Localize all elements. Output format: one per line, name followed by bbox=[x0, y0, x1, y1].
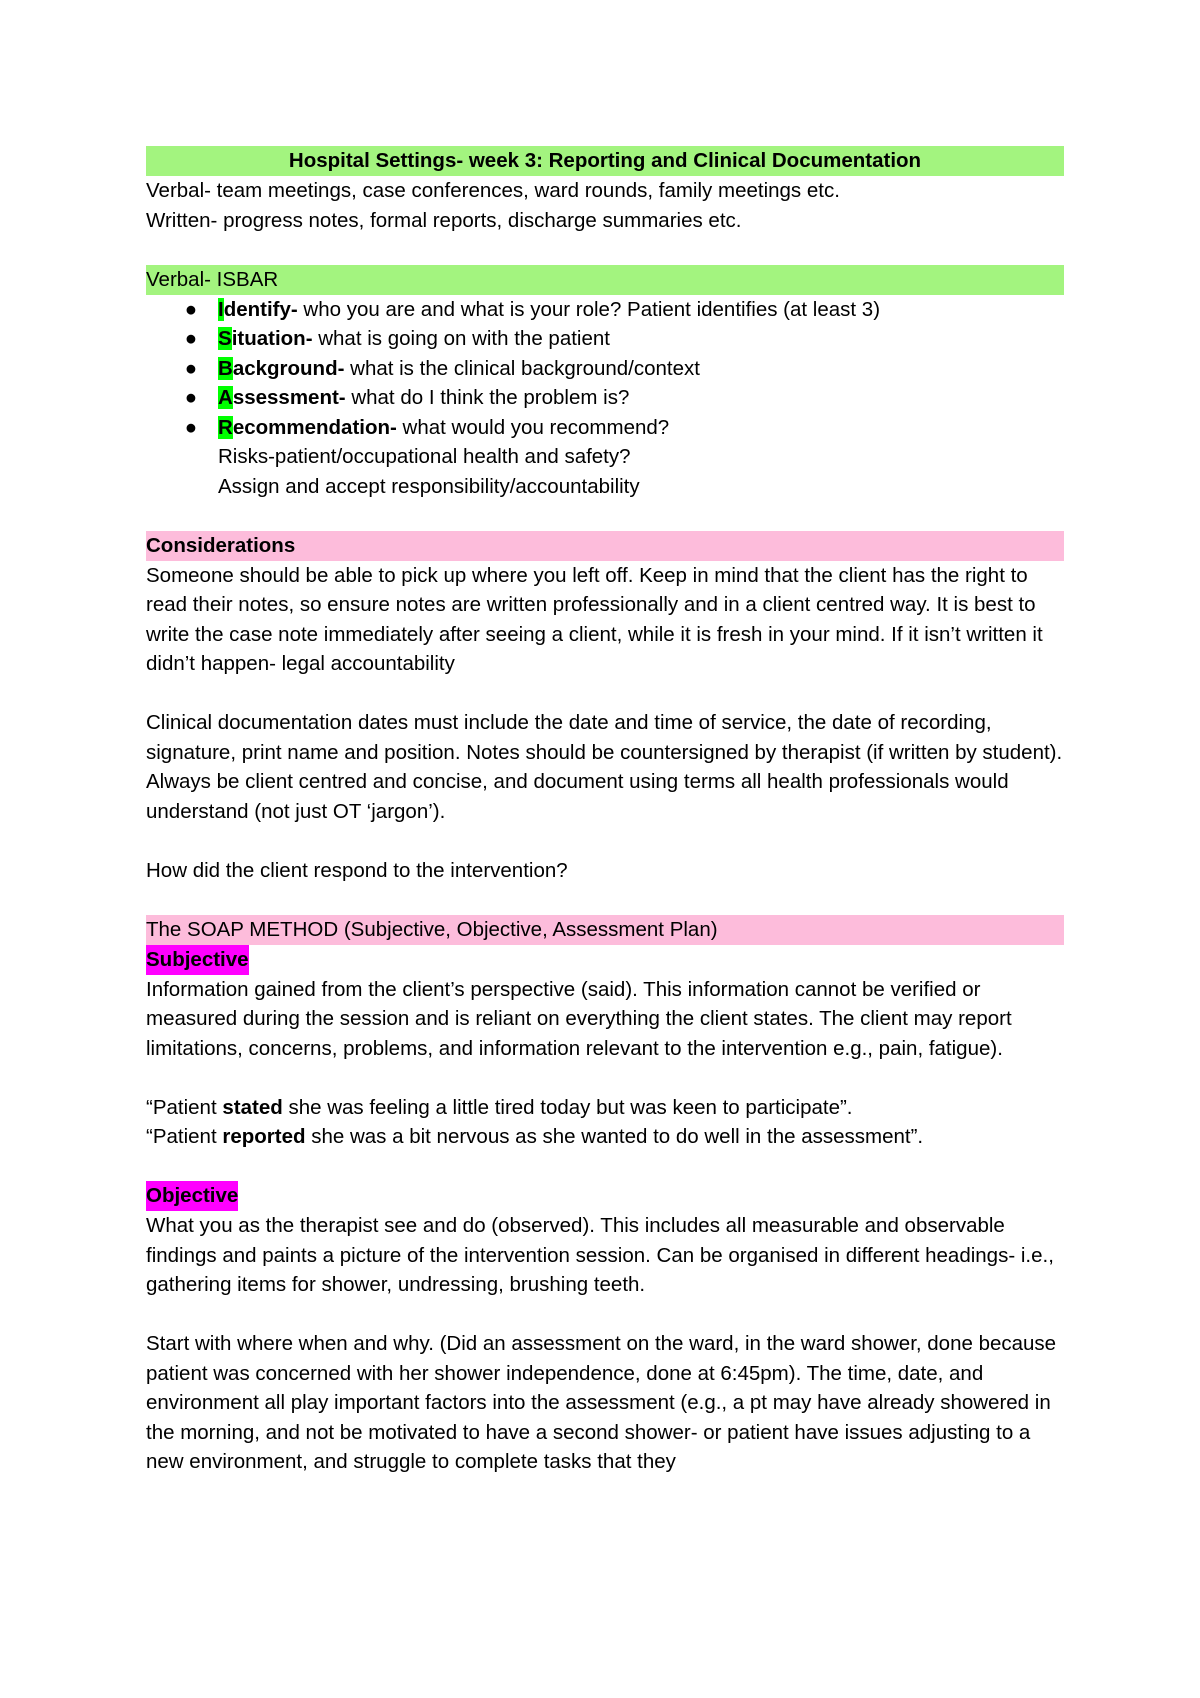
objective-paragraph-1: What you as the therapist see and do (observed). This includes all measurable and observable findings and paints a picture of the intervention session. Can be organised in different headings- i.e., gathering items for shower, undressing, brushing teeth. bbox=[146, 1214, 1054, 1296]
subjective-quote-1: “Patient stated she was feeling a little tired today but was keen to participate”. bbox=[146, 1095, 853, 1119]
isbar-item-identify: ● Identify- who you are and what is your role? Patient identifies (at least 3) bbox=[146, 295, 1064, 325]
isbar-list bbox=[146, 295, 1064, 443]
subjective-paragraph: Information gained from the client’s perspective (said). This information cannot be verified or measured during the session and is reliant on everything the client states. The client may report limitations, concerns, problems, and information relevant to the intervention e.g., pain, fatigue). bbox=[146, 977, 1012, 1060]
considerations-paragraph-2: Clinical documentation dates must include the date and time of service, the date of recording, signature, print name and position. Notes should be countersigned by therapist (if written by student). Always be client centred and concise, and document using terms all health professionals would understand (not just OT ‘jargon’). bbox=[146, 711, 1063, 823]
isbar-heading: Verbal- ISBAR bbox=[146, 265, 1064, 295]
considerations-paragraph-3: How did the client respond to the intervention? bbox=[146, 858, 568, 882]
bullet-icon: ● bbox=[184, 297, 198, 321]
considerations-paragraph-1: Someone should be able to pick up where you left off. Keep in mind that the client has the right to read their notes, so ensure notes are written professionally and in a client centred way. It is best to write the case note immediately after seeing a client, while it is fresh in your mind. If it isn’t written it didn’t happen- legal accountability bbox=[146, 563, 1043, 675]
isbar-item-situation: ● Situation- what is going on with the patient bbox=[146, 324, 1064, 354]
bullet-icon: ● bbox=[184, 386, 198, 409]
objective-paragraph-2: Start with where when and why. (Did an assessment on the ward, in the ward shower, done because patient was concerned with her shower independence, done at 6:45pm). The time, date, and environment all play important factors into the assessment (e.g., a pt may have already showered in the morning, and not be motivated to have a second shower- or patient have issues adjusting to a new environment, and struggle to complete tasks that they bbox=[146, 1332, 1057, 1473]
considerations-heading: Considerations bbox=[146, 531, 1064, 561]
document-title: Hospital Settings- week 3: Reporting and Clinical Documentation bbox=[146, 146, 1064, 176]
bullet-icon: ● bbox=[184, 327, 198, 350]
intro-written: Written- progress notes, formal reports, discharge summaries etc. bbox=[146, 208, 742, 232]
isbar-responsibility: Assign and accept responsibility/accountability bbox=[218, 474, 640, 498]
isbar-item-assessment: ● Assessment- what do I think the problem is? bbox=[146, 383, 1064, 413]
bullet-icon: ● bbox=[184, 415, 198, 439]
objective-heading: Objective bbox=[146, 1181, 238, 1211]
subjective-heading: Subjective bbox=[146, 945, 249, 975]
isbar-item-recommendation: ● Recommendation- what would you recommend? bbox=[146, 413, 1064, 443]
soap-heading: The SOAP METHOD (Subjective, Objective, Assessment Plan) bbox=[146, 915, 1064, 945]
isbar-risks: Risks-patient/occupational health and safety? bbox=[218, 445, 631, 468]
isbar-item-background: ● Background- what is the clinical background/context bbox=[146, 354, 1064, 384]
intro-verbal: Verbal- team meetings, case conferences, ward rounds, family meetings etc. bbox=[146, 179, 840, 202]
document-body bbox=[146, 146, 1064, 1477]
bullet-icon: ● bbox=[184, 356, 198, 380]
subjective-quote-2: “Patient reported she was a bit nervous as she wanted to do well in the assessment”. bbox=[146, 1125, 924, 1148]
